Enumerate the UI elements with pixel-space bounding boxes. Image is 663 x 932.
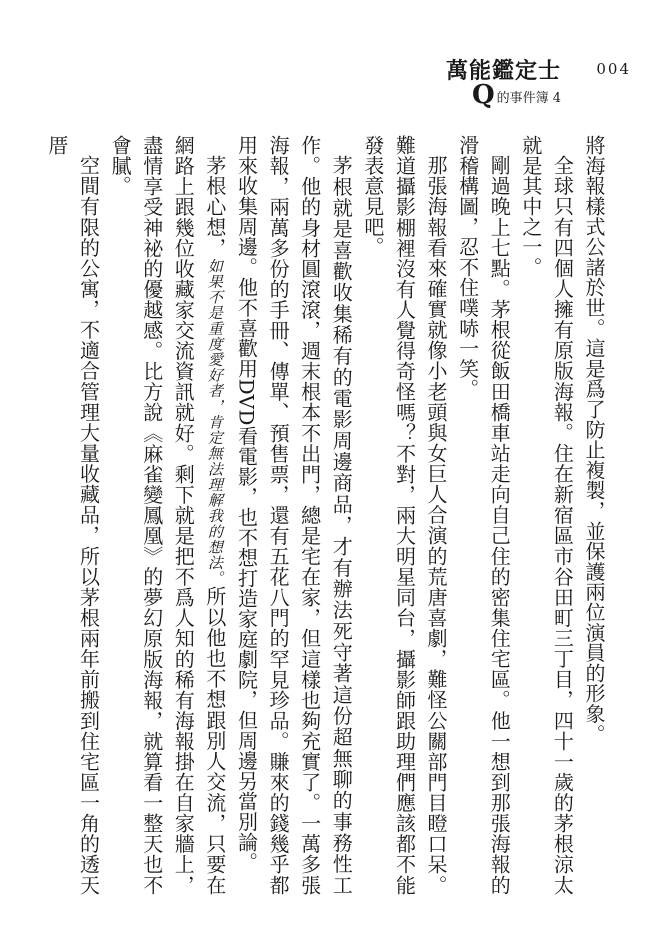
body-text xyxy=(44,135,609,896)
paragraph-6-rest: 所以他也不想跟別人交流，只要在網路上跟幾位收藏家交流資訊就好。剩下就是把不爲人知的稀有海報掛在自家牆上，盡情享受神祕的優越感。比方說《麻雀變鳳凰》的夢幻原版海報，就算看一整天也不會膩。 xyxy=(108,135,227,896)
paragraph-6-lead: 茅根心想， xyxy=(202,155,227,259)
paragraph-5: 茅根就是喜歡收集稀有的電影周邊商品，才有辦法死守著這份超無聊的事務性工作。他的身材圓滾滾，週末根本不出門，總是宅在家，但這樣也夠充實了。一萬多張海報，兩萬多份的手冊、傳單、預售票，還有五花八門的罕見珍品。賺來的錢幾乎都用來收集周邊。他不喜歡用DVD看電影，也不想打造家庭劇院，但周邊另當別論。 xyxy=(234,135,354,895)
paragraph-3: 剛過晚上七點。茅根從飯田橋車站走向自己住的密集住宅區。他一想到那張海報的滑稽構圖，忍不住噗哧一笑。 xyxy=(455,135,512,895)
subtitle-q-letter: Q xyxy=(471,80,495,110)
subtitle-text: 的事件簿 4 xyxy=(496,91,561,106)
page-number: 004 xyxy=(596,60,631,78)
running-header xyxy=(431,54,631,114)
paragraph-4: 那張海報看來確實就像小老頭與女巨人合演的荒唐喜劇，難怪公關部門目瞪口呆。難道攝影棚裡沒有人覺得奇怪嗎？不對，兩大明星同台，攝影師跟助理們應該都不能發表意見吧。 xyxy=(360,135,449,895)
book-subtitle xyxy=(472,82,561,108)
paragraph-6 xyxy=(104,135,230,895)
inner-thought: 如果不是重度愛好者，肯定無法理解我的想法。 xyxy=(205,258,224,587)
paragraph-7: 空間有限的公寓，不適合管理大量收藏品，所以茅根兩年前搬到住宅區一角的透天厝 xyxy=(44,135,101,895)
series-title: 萬能鑑定士 xyxy=(445,58,561,84)
paragraph-2: 全球只有四個人擁有原版海報。住在新宿區市谷田町三丁目，四十一歲的茅根涼太就是其中之一。 xyxy=(518,135,575,895)
paragraph-1: 將海報樣式公諸於世。這是爲了防止複製，並保護兩位演員的形象。 xyxy=(582,135,606,744)
